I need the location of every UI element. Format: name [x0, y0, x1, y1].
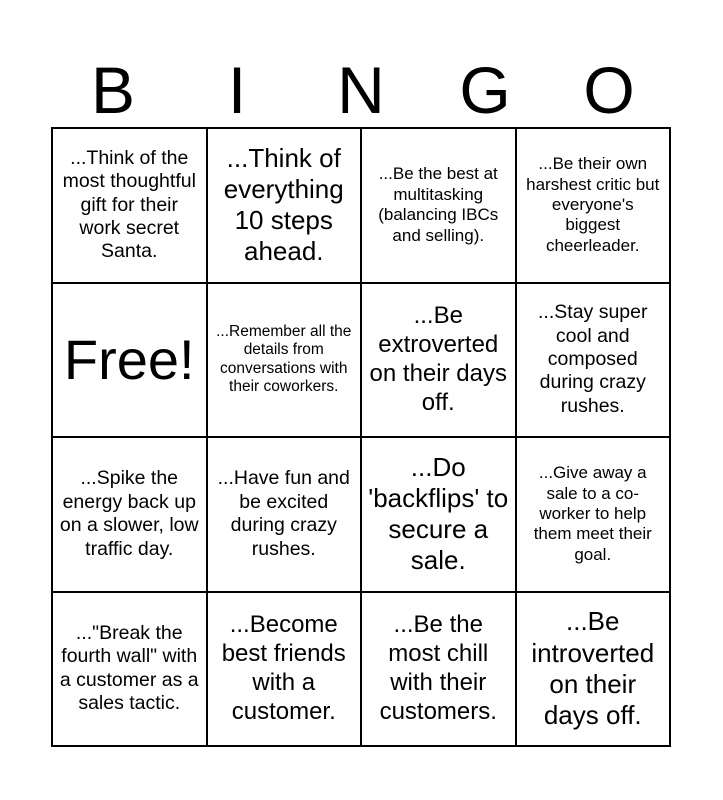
bingo-header — [51, 52, 671, 128]
cell-text: ...Give away a sale to a co-worker to help them meet their goal. — [533, 463, 652, 564]
cell-text: ...Become best friends with a customer. — [221, 611, 346, 725]
cell-text: ...Be the best at multitasking (balancing IBCs and selling). — [378, 164, 499, 245]
free-space-text: Free! — [63, 328, 195, 392]
bingo-cell-r3c4[interactable] — [516, 437, 671, 592]
bingo-cell-r1c1[interactable] — [52, 128, 207, 283]
bingo-cell-r1c4[interactable] — [516, 128, 671, 283]
header-letter-i: I — [227, 53, 247, 127]
bingo-cell-r4c1[interactable] — [52, 592, 207, 747]
bingo-cell-r2c4[interactable] — [516, 283, 671, 438]
bingo-cell-r3c1[interactable] — [52, 437, 207, 592]
cell-text: ...Do 'backflips' to secure a sale. — [368, 451, 509, 576]
bingo-grid — [51, 127, 671, 747]
cell-text: ...Think of everything 10 steps ahead. — [223, 142, 344, 267]
cell-text: ...Think of the most thoughtful gift for their work secret Santa. — [62, 146, 196, 263]
bingo-cell-r4c3[interactable] — [361, 592, 516, 747]
bingo-cell-r1c3[interactable] — [361, 128, 516, 283]
header-letter-g: G — [459, 53, 511, 127]
cell-text: ...Be introverted on their days off. — [531, 606, 655, 730]
header-letter-n: N — [337, 53, 385, 127]
bingo-cell-free[interactable] — [52, 283, 207, 438]
header-letter-o: O — [583, 53, 635, 127]
cell-text: ...Spike the energy back up on a slower, low traffic day. — [59, 467, 199, 560]
cell-text: ..."Break the fourth wall" with a customer as a sales tactic. — [59, 621, 199, 715]
bingo-cell-r1c2[interactable] — [207, 128, 362, 283]
cell-text: ...Remember all the details from conversations with their coworkers. — [216, 322, 352, 396]
cell-text: ...Be extroverted on their days off. — [369, 302, 507, 416]
bingo-cell-r2c2[interactable] — [207, 283, 362, 438]
cell-text: ...Stay super cool and composed during crazy rushes. — [538, 301, 648, 417]
bingo-cell-r3c3[interactable] — [361, 437, 516, 592]
bingo-cell-r3c2[interactable] — [207, 437, 362, 592]
bingo-cell-r4c4[interactable] — [516, 592, 671, 747]
bingo-cell-r2c3[interactable] — [361, 283, 516, 438]
cell-text: ...Be their own harshest critic but everyone's biggest cheerleader. — [526, 154, 660, 255]
cell-text: ...Be the most chill with their customers. — [379, 611, 497, 725]
cell-text: ...Have fun and be excited during crazy rushes. — [217, 467, 350, 560]
bingo-cell-r4c2[interactable] — [207, 592, 362, 747]
header-letter-b: B — [90, 53, 136, 127]
